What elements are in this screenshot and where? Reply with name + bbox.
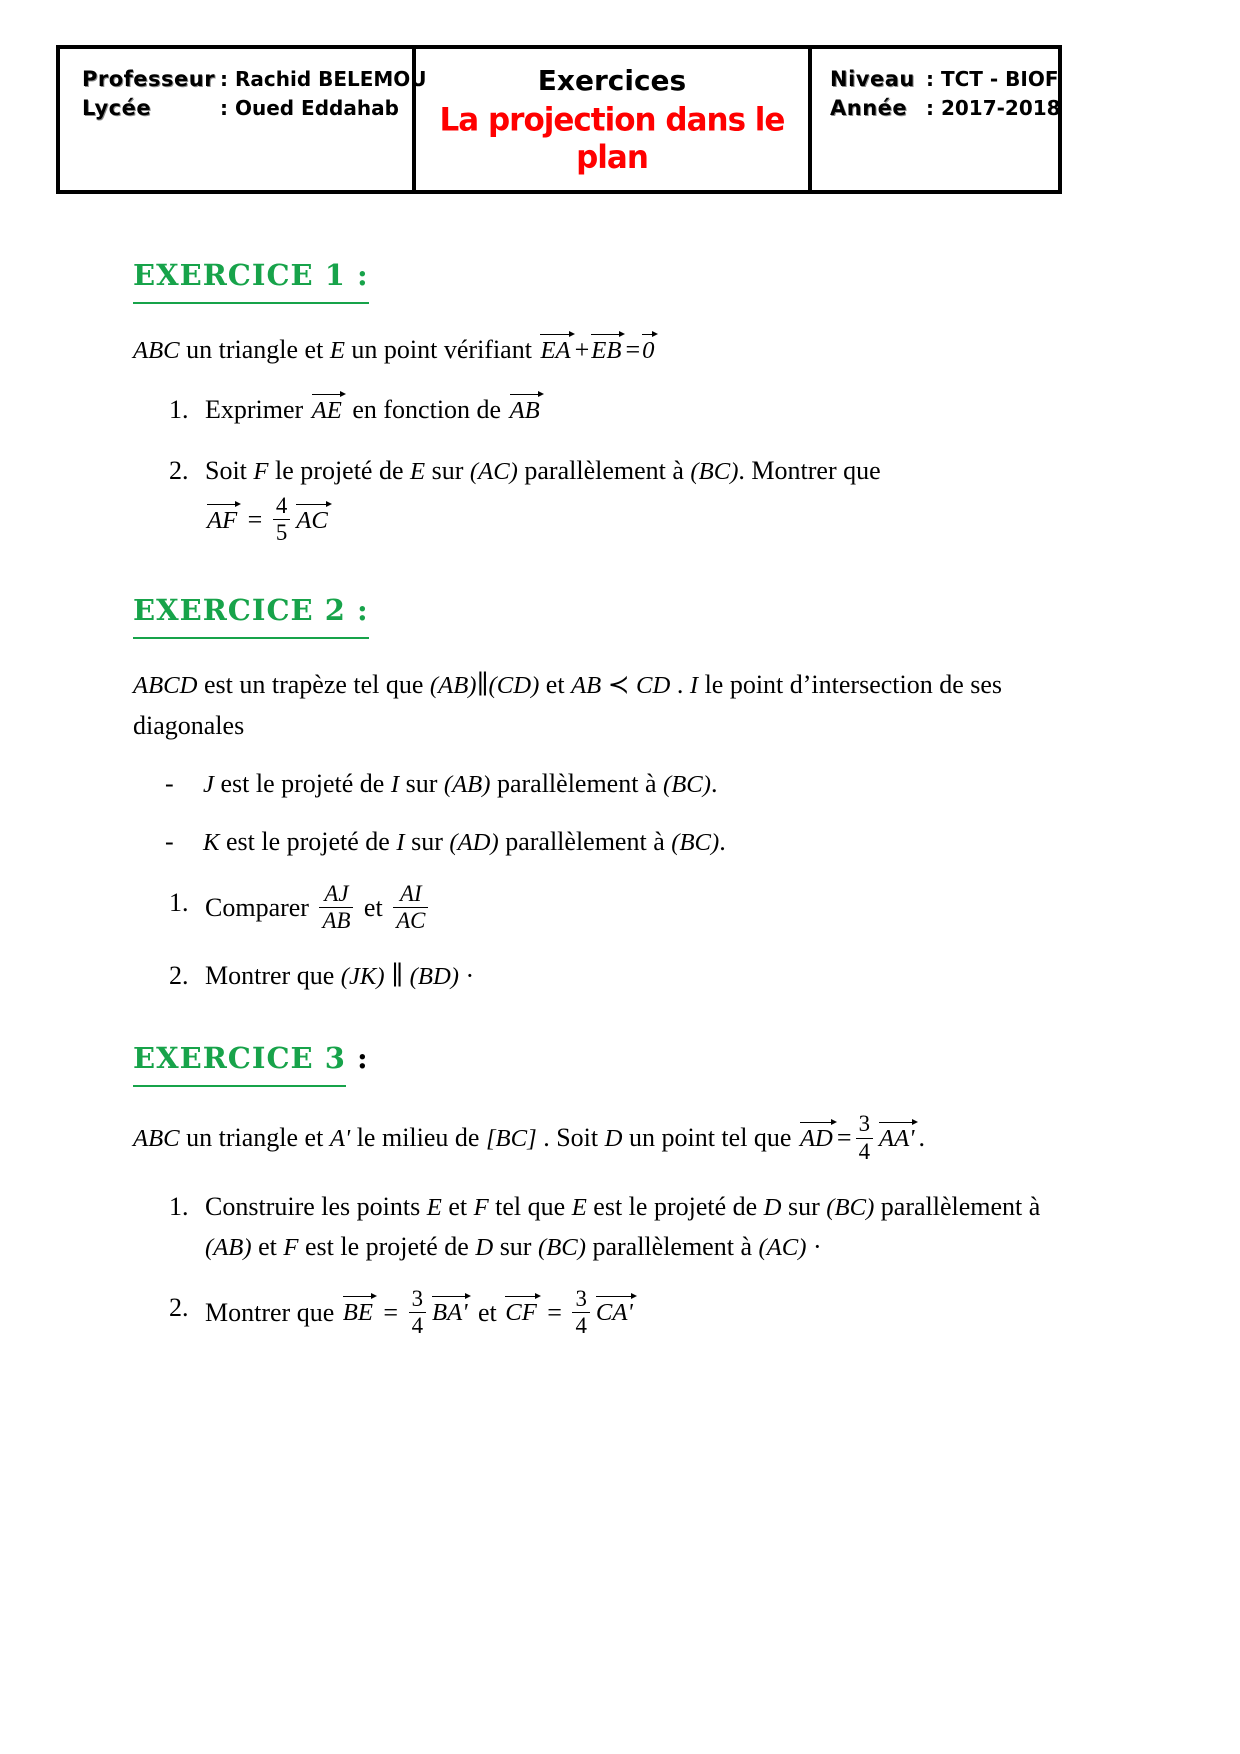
math-run: D (763, 1193, 782, 1221)
text-run: Comparer (205, 892, 316, 922)
denominator: 4 (575, 1312, 587, 1338)
exercise-2-dash-2 (165, 822, 1073, 862)
math-run: (AB) (443, 770, 491, 798)
text-run: un triangle et (179, 1123, 330, 1153)
text-run: parallèlement à (517, 455, 691, 485)
text-run: = (625, 334, 641, 364)
denominator: 5 (275, 520, 288, 546)
document-body (133, 253, 1073, 1341)
math-run: I (390, 770, 400, 798)
math-run: (AC) (758, 1234, 807, 1262)
math-run: (BD) (409, 963, 459, 991)
math-run: [BC] (485, 1125, 537, 1153)
math-run: (AD) (449, 829, 499, 857)
vector: AA' (878, 1120, 917, 1152)
fraction (273, 493, 290, 547)
denominator: 4 (411, 1312, 424, 1338)
math-run: A' (329, 1125, 351, 1153)
math-run: F (283, 1234, 299, 1262)
text-run: = (540, 1297, 569, 1327)
math-run: D (475, 1234, 494, 1262)
school-value: : Oued Eddahab (220, 96, 399, 120)
item-text (203, 764, 1073, 804)
header-cell-level (812, 49, 1061, 190)
denominator: AC (396, 907, 426, 933)
fraction (409, 1286, 426, 1340)
text-run: · (459, 961, 475, 991)
math-run: AB (571, 672, 602, 700)
text-run: est le projeté de (219, 827, 397, 857)
exercise-3 (133, 1036, 1073, 1341)
math-run: E (329, 336, 345, 364)
math-run: (AB) (205, 1234, 252, 1262)
text-run: le point d’intersection de ses diagonales (133, 670, 1003, 740)
header-cell-title (412, 49, 812, 190)
math-run: ABC (133, 1125, 180, 1153)
text-run: est le projeté de (298, 1232, 476, 1262)
school-row (82, 96, 404, 120)
numerator: 3 (572, 1286, 589, 1313)
level-row (830, 67, 1059, 91)
text-run: et (539, 670, 572, 700)
exercise-3-heading: EXERCICE 3 : (133, 1036, 1073, 1087)
text-run: . Montrer que (738, 455, 881, 485)
exercise-3-intro (133, 1113, 1073, 1167)
exercise-3-item-1 (169, 1187, 1073, 1268)
item-formula (205, 492, 1073, 549)
text-run: un triangle et (179, 334, 330, 364)
text-run: ∥ (384, 961, 410, 991)
math-run: K (203, 829, 220, 857)
math-run: CD (636, 672, 671, 700)
item-text (205, 390, 1073, 430)
text-run: tel que (488, 1191, 572, 1221)
text-run: = (836, 1123, 852, 1153)
exercise-2-dash-1 (165, 764, 1073, 804)
numerator: AJ (319, 881, 353, 908)
text-run: sur (493, 1232, 538, 1262)
text-run: Montrer que (205, 961, 341, 991)
vector: AB (509, 392, 543, 424)
professor-value: : Rachid BELEMOU (220, 67, 427, 91)
text-run: en fonction de (345, 395, 508, 425)
item-text (205, 1187, 1073, 1268)
header-cell-professor (60, 49, 427, 190)
text-run: Exprimer (205, 395, 310, 425)
text-run: ∥ (476, 670, 489, 700)
text-run: et (471, 1297, 504, 1327)
text-run: Montrer que (205, 1297, 341, 1327)
text-run: . (711, 768, 718, 798)
math-run: (AB) (429, 672, 477, 700)
text-run: ≺ (601, 670, 637, 700)
school-label: Lycée (82, 96, 152, 120)
text-run: et (441, 1191, 474, 1221)
math-run: F (473, 1193, 489, 1221)
vector: AD (799, 1120, 836, 1152)
text-run: sur (425, 455, 470, 485)
exercise-1-item-2 (169, 451, 1073, 549)
text-run: Soit (205, 455, 254, 485)
text-run: un point tel que (622, 1123, 798, 1153)
exercise-2-heading: EXERCICE 2 : (133, 588, 1073, 639)
fraction (319, 881, 353, 935)
vector: BA' (431, 1294, 470, 1326)
fraction (856, 1111, 873, 1165)
vector: AC (295, 502, 331, 534)
text-run: = (376, 1297, 405, 1327)
item-text (205, 1285, 1073, 1342)
text-run: parallèlement à (874, 1191, 1041, 1221)
text-run: parallèlement à (490, 768, 663, 798)
math-run: (BC) (663, 770, 711, 798)
math-run: I (689, 672, 699, 700)
exercise-1 (133, 253, 1073, 548)
math-run: (JK) (340, 963, 385, 991)
year-label: Année (830, 96, 908, 120)
numerator: 3 (409, 1286, 426, 1313)
text-run: · (806, 1232, 822, 1262)
denominator: AB (322, 907, 351, 933)
item-number: 1. (169, 1191, 189, 1221)
item-text (205, 956, 1073, 996)
text-run: est le projeté de (586, 1191, 764, 1221)
exercise-3-item-2 (169, 1285, 1073, 1342)
text-run: . (918, 1123, 925, 1153)
math-run: (AC) (469, 457, 518, 485)
math-run: E (426, 1193, 442, 1221)
numerator: 4 (273, 493, 290, 520)
header-table (56, 45, 1062, 194)
dash-marker: - (165, 827, 174, 857)
item-number: 1. (169, 887, 189, 917)
vector: AE (311, 392, 345, 424)
math-run: (CD) (488, 672, 540, 700)
text-run: et (357, 892, 390, 922)
math-run: I (396, 829, 405, 857)
professor-label: Professeur (82, 67, 216, 91)
text-run: le milieu de (350, 1123, 486, 1153)
text-run: sur (404, 827, 450, 857)
level-value: : TCT - BIOF (926, 67, 1059, 91)
math-run: (BC) (826, 1193, 875, 1221)
text-run: est le projeté de (213, 768, 391, 798)
year-value: : 2017-2018 (926, 96, 1061, 120)
numerator: 3 (856, 1111, 873, 1138)
math-run: ABCD (133, 672, 198, 700)
dash-marker: - (165, 768, 174, 798)
text-run: parallèlement à (498, 827, 672, 857)
vector: CF (504, 1294, 540, 1326)
document-type: Exercices (537, 64, 687, 97)
fraction (572, 1286, 589, 1340)
math-run: (BC) (690, 457, 739, 485)
text-run: le projeté de (268, 455, 411, 485)
text-run: . (670, 670, 690, 700)
item-number: 2. (169, 961, 189, 991)
text-run: un point vérifiant (344, 334, 539, 364)
item-number: 2. (169, 1292, 189, 1322)
item-text (203, 822, 1073, 862)
text-run: . (719, 827, 726, 857)
exercise-1-intro (133, 330, 1073, 370)
item-text (205, 880, 1073, 937)
text-run: + (574, 334, 590, 364)
exercise-2-item-2 (169, 956, 1073, 996)
vector: BE (342, 1294, 376, 1326)
exercise-2 (133, 588, 1073, 996)
numerator: AI (393, 881, 428, 908)
text-run: sur (399, 768, 444, 798)
exercise-2-item-1 (169, 880, 1073, 937)
vector: EB (590, 332, 624, 364)
math-run: ABC (133, 336, 180, 364)
item-text (205, 451, 1073, 549)
vector: EA (539, 332, 573, 364)
document-title: La projection dans le plan (439, 101, 785, 177)
text-run: sur (781, 1191, 827, 1221)
text-run: est un trapèze tel que (197, 670, 430, 700)
item-number: 1. (169, 395, 189, 425)
math-run: (BC) (671, 829, 720, 857)
text-run: . Soit (536, 1123, 605, 1153)
text-run: et (251, 1232, 284, 1262)
math-run: D (604, 1125, 623, 1153)
math-run: E (410, 457, 426, 485)
vector: CA' (595, 1294, 636, 1326)
math-run: (BC) (537, 1234, 586, 1262)
vector: AF (206, 502, 240, 534)
math-run: F (253, 457, 269, 485)
denominator: 4 (858, 1138, 870, 1164)
math-run: J (203, 770, 214, 798)
text-run: Construire les points (205, 1191, 427, 1221)
professor-row (82, 67, 427, 91)
vector: 0 (641, 332, 657, 364)
level-label: Niveau (830, 67, 915, 91)
text-run: parallèlement à (585, 1232, 759, 1262)
item-number: 2. (169, 455, 189, 485)
math-run: E (571, 1193, 587, 1221)
text-run: = (241, 504, 269, 534)
exercise-1-item-1 (169, 390, 1073, 430)
exercise-1-heading: EXERCICE 1 : (133, 253, 1073, 304)
exercise-2-intro (133, 665, 1073, 746)
year-row (830, 96, 1061, 120)
fraction (393, 881, 428, 935)
item-line-1 (205, 451, 1073, 491)
